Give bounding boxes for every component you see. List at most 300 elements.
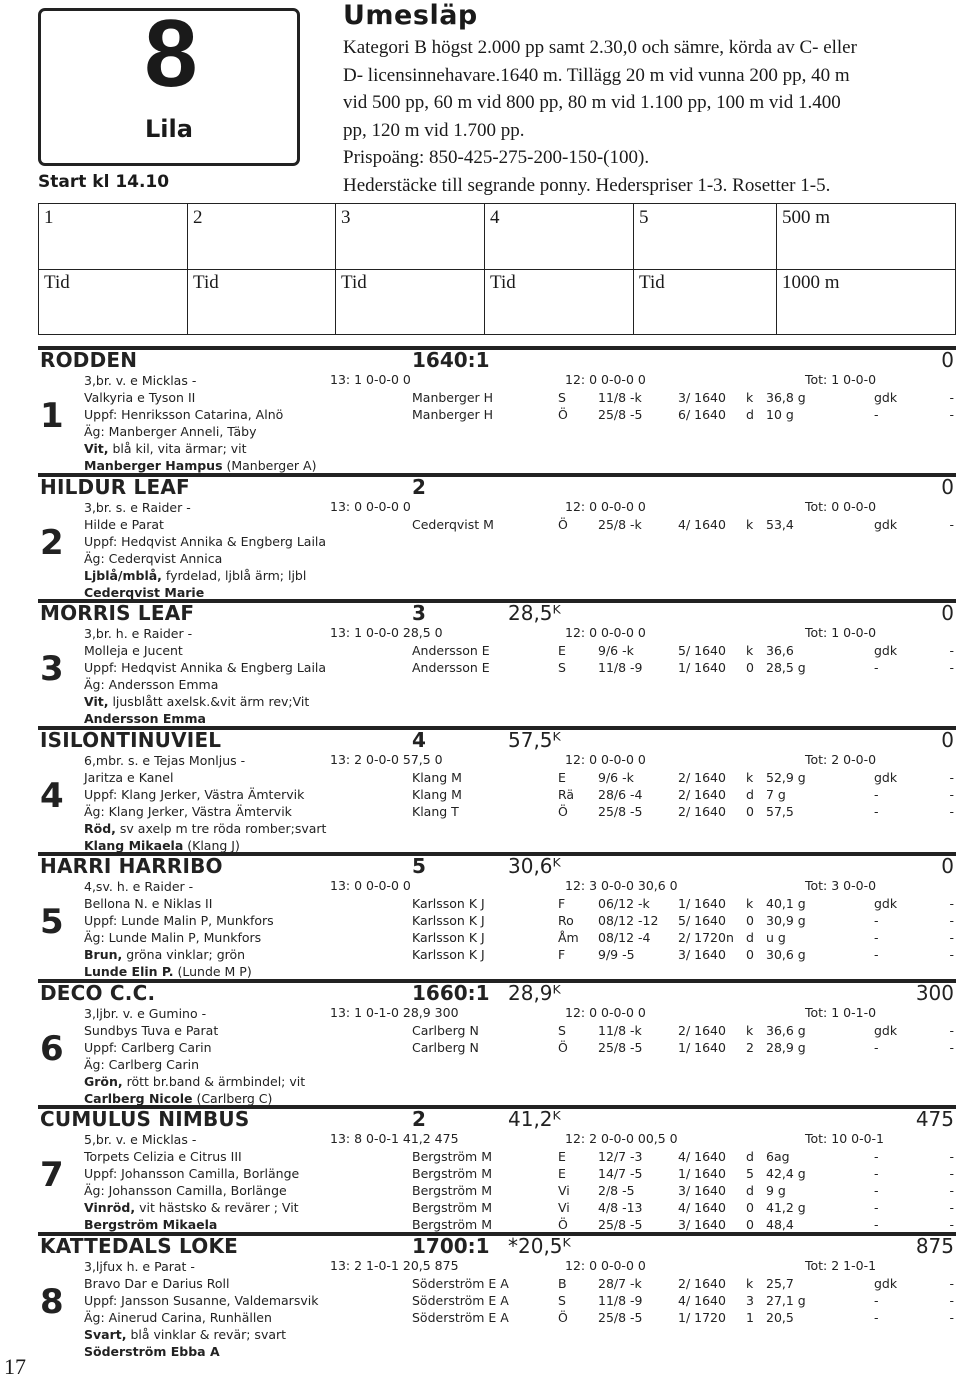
race-placing: 4/ 1640: [678, 1149, 726, 1164]
program-number: 8: [40, 1281, 64, 1322]
race-placing: 4/ 1640: [678, 1292, 726, 1308]
program-number: 7: [40, 1155, 64, 1195]
race-odds: -: [949, 896, 954, 911]
race-placing: 5/ 1640: [678, 913, 726, 928]
race-odds: -: [949, 947, 954, 962]
race-track: S: [558, 390, 566, 405]
race-condition: -: [874, 1217, 879, 1232]
program-number: 3: [40, 649, 64, 689]
race-placing: 2/ 1640: [678, 769, 726, 785]
race-time: 27,1 g: [766, 1292, 806, 1308]
race-history-row: [412, 1199, 956, 1216]
race-condition: -: [874, 1166, 879, 1181]
condition-line: vid 500 pp, 60 m vid 800 pp, 80 m vid 1.100 pp, 100 m vid 1.400: [343, 92, 841, 113]
race-track: S: [558, 660, 566, 675]
colors-bold: Vit,: [84, 694, 109, 709]
race-history-row: [412, 1039, 956, 1056]
horse-entry: [38, 1230, 956, 1359]
race-track: Ro: [558, 913, 574, 928]
race-placing: 4/ 1640: [678, 1200, 726, 1215]
race-time: 6ag: [766, 1149, 790, 1164]
race-placing: 2/ 1640: [678, 803, 726, 819]
trainer-note: (Manberger A): [222, 458, 317, 473]
stats-total: Tot: 2 1-0-1: [805, 1257, 877, 1273]
info-line: 3,br. v. e Micklas -: [84, 373, 197, 388]
race-driver: Karlsson K J: [412, 896, 485, 911]
colors-rest: blå kil, vita ärmar; vit: [108, 441, 247, 456]
race-placing: 5/ 1640: [678, 643, 726, 658]
race-time: 7 g: [766, 786, 786, 802]
stats-2012: 12: 2 0-0-0 00,5 0: [565, 1131, 678, 1146]
colors-bold: Vinröd,: [84, 1200, 136, 1215]
race-history-row: [412, 642, 956, 659]
race-track: E: [558, 1149, 566, 1164]
race-date: 25/8 -5: [598, 1309, 643, 1325]
race-placing: 3/ 1640: [678, 947, 726, 962]
race-condition: -: [874, 947, 879, 962]
race-date: 4/8 -13: [598, 1200, 643, 1215]
race-condition: -: [874, 407, 879, 422]
race-condition: gdk: [874, 516, 898, 532]
race-track: Ö: [558, 1309, 568, 1325]
race-history: [412, 1148, 956, 1233]
race-condition: -: [874, 1292, 879, 1308]
info-line: Äg: Klang Jerker, Västra Ämtervik: [84, 803, 292, 819]
race-placing: 3/ 1640: [678, 390, 726, 405]
race-time: 53,4: [766, 516, 794, 532]
stats-2012: 12: 0 0-0-0 0: [565, 498, 646, 514]
race-time: 40,1 g: [766, 896, 806, 911]
horse-name: MORRIS LEAF: [40, 601, 195, 625]
race-date: 28/7 -k: [598, 1275, 642, 1291]
time-cell[interactable]: Tid: [44, 272, 70, 293]
race-shoe: d: [746, 407, 754, 422]
race-driver: Karlsson K J: [412, 913, 485, 928]
info-line: 4,sv. h. e Raider -: [84, 879, 194, 894]
race-condition: gdk: [874, 896, 898, 911]
driver-name: Manberger Hampus: [84, 458, 223, 473]
stats-total: Tot: 2 0-0-0: [805, 751, 877, 767]
info-line: 5,br. v. e Micklas -: [84, 1132, 197, 1147]
race-odds: -: [949, 1200, 954, 1215]
horse-info: [84, 1258, 404, 1360]
race-date: 2/8 -5: [598, 1183, 635, 1198]
colors-bold: Svart,: [84, 1326, 127, 1342]
race-shoe: d: [746, 1183, 754, 1198]
race-time: 42,4 g: [766, 1166, 806, 1181]
race-shoe: 2: [746, 1039, 754, 1055]
race-driver: Andersson E: [412, 643, 490, 658]
horse-name: HARRI HARRIBO: [40, 854, 223, 878]
start-position: 1640:1: [412, 348, 490, 372]
info-line: Äg: Ainerud Carina, Runhällen: [84, 1309, 272, 1325]
stats-2013: 13: 2 0-0-0 57,5 0: [330, 751, 443, 767]
race-history-row: [412, 786, 956, 803]
race-driver: Karlsson K J: [412, 930, 485, 945]
placing-cell[interactable]: 4: [484, 204, 633, 269]
info-line: 3,ljbr. v. e Gumino -: [84, 1005, 207, 1021]
info-line: Bravo Dar e Darius Roll: [84, 1275, 230, 1291]
trainer-note: (Carlberg C): [192, 1090, 273, 1106]
race-driver: Karlsson K J: [412, 947, 485, 962]
race-placing: 2/ 1720n: [678, 930, 734, 945]
program-number: 4: [40, 775, 64, 816]
entry-divider: [38, 979, 956, 983]
condition-line: Hederstäcke till segrande ponny. Hederspriser 1-3. Rosetter 1-5.: [343, 174, 831, 196]
info-line: Uppf: Klang Jerker, Västra Ämtervik: [84, 786, 305, 802]
race-history-row: [412, 1309, 956, 1326]
race-shoe: k: [746, 896, 754, 911]
race-driver: Bergström M: [412, 1183, 492, 1198]
colors-line: [84, 1199, 404, 1216]
race-history: [412, 1275, 956, 1326]
colors-bold: Grön,: [84, 1073, 123, 1089]
race-odds: -: [949, 390, 954, 405]
horse-info: [84, 1005, 404, 1107]
race-shoe: k: [746, 1022, 754, 1038]
race-shoe: d: [746, 786, 754, 802]
race-condition: -: [874, 1183, 879, 1198]
race-time: 28,9 g: [766, 1039, 806, 1055]
horse-name: DECO C.C.: [40, 980, 156, 1005]
info-line: Sundbys Tuva e Parat: [84, 1022, 219, 1038]
colors-rest: blå vinklar & revär; svart: [126, 1326, 287, 1342]
race-time: 52,9 g: [766, 769, 806, 785]
race-condition: -: [874, 1309, 879, 1325]
race-time: 28,5 g: [766, 660, 806, 675]
horse-info: [84, 499, 404, 601]
split-cell[interactable]: 500 m: [776, 204, 955, 269]
race-date: 25/8 -5: [598, 1039, 643, 1055]
race-placing: 4/ 1640: [678, 516, 726, 532]
race-track: E: [558, 643, 566, 658]
stats-2012: 12: 0 0-0-0 0: [565, 751, 646, 767]
race-track: Ö: [558, 407, 568, 422]
race-condition: gdk: [874, 1022, 898, 1038]
split-cell[interactable]: 1000 m: [776, 269, 955, 334]
info-line: Uppf: Jansson Susanne, Valdemarsvik: [84, 1292, 319, 1308]
race-history-row: [412, 659, 956, 676]
horse-odds: 30,6ᴷ: [508, 854, 561, 878]
race-placing: 6/ 1640: [678, 407, 726, 422]
race-odds: -: [949, 786, 954, 802]
condition-line: Prispoäng: 850-425-275-200-150-(100).: [343, 147, 650, 168]
stats-2012: 12: 0 0-0-0 0: [565, 625, 646, 640]
race-condition: gdk: [874, 1275, 898, 1291]
race-shoe: d: [746, 930, 754, 945]
horse-entry: [38, 1103, 956, 1232]
race-date: 9/9 -5: [598, 947, 635, 962]
horse-entry: [38, 344, 956, 473]
horse-name: HILDUR LEAF: [40, 474, 190, 499]
horse-info: [84, 372, 404, 474]
driver-name: Lunde Elin P.: [84, 964, 174, 979]
driver-line: [84, 1343, 404, 1360]
race-date: 11/8 -k: [598, 390, 642, 405]
stats-2013: 13: 1 0-1-0 28,9 300: [330, 1004, 459, 1020]
race-odds: -: [949, 930, 954, 945]
horse-prize: 0: [941, 854, 954, 878]
race-odds: -: [949, 1275, 954, 1291]
placings-row: [39, 204, 955, 270]
race-track: F: [558, 947, 566, 962]
race-track: S: [558, 1022, 566, 1038]
start-time: Start kl 14.10: [38, 172, 170, 192]
race-track: Ö: [558, 516, 568, 532]
race-odds: -: [949, 516, 954, 532]
race-odds: -: [949, 1183, 954, 1198]
time-cell[interactable]: Tid: [633, 269, 776, 334]
race-date: 06/12 -k: [598, 896, 650, 911]
start-position: 3: [412, 601, 426, 625]
stats-2013: 13: 0 0-0-0 0: [330, 878, 411, 893]
race-track: Rä: [558, 786, 575, 802]
info-line: Uppf: Lunde Malin P, Munkfors: [84, 913, 274, 928]
placing-cell[interactable]: 5: [633, 204, 776, 269]
race-shoe: 0: [746, 803, 754, 819]
race-condition: -: [874, 930, 879, 945]
race-time: 9 g: [766, 1183, 786, 1198]
race-track: E: [558, 1166, 566, 1181]
race-placing: 2/ 1640: [678, 1022, 726, 1038]
race-number-box: [38, 0, 300, 166]
driver-name: Klang Mikaela: [84, 837, 184, 853]
race-history-row: [412, 406, 956, 423]
race-placing: 3/ 1640: [678, 1217, 726, 1232]
race-placing: 1/ 1640: [678, 1039, 726, 1055]
info-line: 3,br. h. e Raider -: [84, 626, 193, 641]
race-shoe: k: [746, 643, 754, 658]
race-date: 9/6 -k: [598, 769, 634, 785]
race-history-row: [412, 769, 956, 786]
program-number: 2: [40, 522, 64, 563]
race-shoe: 0: [746, 913, 754, 928]
race-history-row: [412, 912, 956, 929]
race-shoe: 1: [746, 1309, 754, 1325]
race-date: 25/8 -5: [598, 803, 643, 819]
race-driver: Söderström E A: [412, 1275, 509, 1291]
horse-prize: 0: [941, 601, 954, 625]
times-row: [39, 269, 955, 334]
stats-2012: 12: 3 0-0-0 30,6 0: [565, 878, 678, 893]
horse-name: ISILONTINUVIEL: [40, 727, 222, 752]
horse-name: RODDEN: [40, 348, 138, 372]
info-line: Bellona N. e Niklas II: [84, 896, 213, 911]
info-line: Valkyria e Tyson II: [84, 390, 196, 405]
condition-line: Kategori B högst 2.000 pp samt 2.30,0 och sämre, körda av C- eller: [343, 37, 857, 58]
colors-line: [84, 946, 404, 963]
condition-line: D- licensinnehavare.1640 m. Tillägg 20 m vid vunna 200 pp, 40 m: [343, 64, 850, 86]
race-odds: -: [949, 407, 954, 422]
colors-rest: rött br.band & ärmbindel; vit: [122, 1073, 306, 1089]
time-cell[interactable]: Tid: [484, 269, 633, 334]
race-history-row: [412, 1292, 956, 1309]
horse-odds: 41,2ᴷ: [508, 1107, 561, 1131]
race-history-row: [412, 929, 956, 946]
info-line: Äg: Lunde Malin P, Munkfors: [84, 930, 262, 945]
race-track: Ö: [558, 803, 568, 819]
entry-divider: [38, 346, 956, 350]
program-number: 1: [40, 396, 64, 436]
stats-2012: 12: 0 0-0-0 0: [565, 1004, 646, 1020]
info-line: Uppf: Johansson Camilla, Borlänge: [84, 1166, 300, 1181]
placing-cell[interactable]: 2: [187, 204, 335, 269]
horse-odds: 57,5ᴷ: [508, 727, 561, 752]
race-track: Ö: [558, 1039, 568, 1055]
race-odds: -: [949, 660, 954, 675]
race-odds: -: [949, 1166, 954, 1181]
horse-prize: 875: [915, 1233, 954, 1258]
race-driver: Bergström M: [412, 1200, 492, 1215]
race-odds: -: [949, 803, 954, 819]
race-shoe: k: [746, 390, 754, 405]
race-time: 25,7: [766, 1275, 794, 1291]
info-line: Jaritza e Kanel: [84, 769, 174, 785]
race-condition: gdk: [874, 390, 898, 405]
race-date: 9/6 -k: [598, 643, 634, 658]
colors-rest: sv axelp m tre röda romber;svart: [115, 820, 327, 836]
race-history: [412, 389, 956, 423]
race-track: Vi: [558, 1183, 570, 1198]
colors-line: [84, 1073, 404, 1090]
race-shoe: 0: [746, 947, 754, 962]
race-date: 28/6 -4: [598, 786, 643, 802]
race-odds: -: [949, 769, 954, 785]
horse-entry: [38, 471, 956, 600]
race-title: Umesläp: [343, 0, 478, 31]
colors-line: [84, 440, 404, 457]
info-line: Äg: Andersson Emma: [84, 677, 219, 692]
race-time: 41,2 g: [766, 1200, 806, 1215]
colors-rest: gröna vinklar; grön: [122, 947, 246, 962]
race-shoe: d: [746, 1149, 754, 1164]
stats-total: Tot: 1 0-1-0: [805, 1004, 877, 1020]
race-track: E: [558, 769, 566, 785]
stats-2013: 13: 8 0-0-1 41,2 475: [330, 1131, 459, 1146]
stats-total: Tot: 10 0-0-1: [805, 1131, 885, 1146]
race-track: Ö: [558, 1217, 568, 1232]
driver-name: Söderström Ebba A: [84, 1343, 220, 1359]
trainer-note: (Klang J): [183, 837, 240, 853]
horse-info: [84, 1131, 404, 1233]
race-odds: -: [949, 643, 954, 658]
race-track: B: [558, 1275, 567, 1291]
condition-line: pp, 120 m vid 1.700 pp.: [343, 119, 525, 141]
race-placing: 1/ 1640: [678, 660, 726, 675]
race-placing: 2/ 1640: [678, 1275, 726, 1291]
race-condition: -: [874, 1149, 879, 1164]
race-driver: Cederqvist M: [412, 516, 494, 532]
race-time: 57,5: [766, 803, 794, 819]
start-position: 2: [412, 474, 426, 499]
race-date: 08/12 -12: [598, 913, 659, 928]
race-condition: gdk: [874, 643, 898, 658]
race-date: 12/7 -3: [598, 1149, 643, 1164]
race-history-row: [412, 1275, 956, 1292]
info-line: Äg: Carlberg Carin: [84, 1056, 200, 1072]
driver-name: Cederqvist Marie: [84, 584, 205, 600]
time-cell[interactable]: Tid: [187, 269, 335, 334]
colors-line: [84, 567, 404, 584]
start-position: 5: [412, 854, 426, 878]
race-date: 25/8 -k: [598, 516, 642, 532]
stats-total: Tot: 1 0-0-0: [805, 625, 877, 640]
race-driver: Klang M: [412, 769, 462, 785]
race-placing: 1/ 1640: [678, 896, 726, 911]
horse-prize: 300: [915, 980, 954, 1005]
placing-cell[interactable]: 1: [44, 207, 54, 228]
info-line: 6,mbr. s. e Tejas Monljus -: [84, 752, 246, 768]
race-odds: -: [949, 1149, 954, 1164]
race-conditions: [343, 34, 958, 199]
horse-prize: 475: [915, 1107, 954, 1131]
colors-line: [84, 693, 404, 710]
placing-cell[interactable]: 3: [335, 204, 484, 269]
race-date: 25/8 -5: [598, 1217, 643, 1232]
race-date: 14/7 -5: [598, 1166, 643, 1181]
info-line: 3,br. s. e Raider -: [84, 499, 191, 515]
race-driver: Andersson E: [412, 660, 490, 675]
race-driver: Manberger H: [412, 407, 494, 422]
stats-2012: 12: 0 0-0-0 0: [565, 372, 646, 387]
start-position: 1700:1: [412, 1233, 490, 1258]
info-line: Torpets Celizia e Citrus III: [84, 1149, 242, 1164]
colors-bold: Ljblå/mblå,: [84, 567, 162, 583]
program-number: 5: [40, 902, 64, 942]
colors-rest: ljusblått axelsk.&vit ärm rev;Vit: [108, 694, 310, 709]
race-track: F: [558, 896, 566, 911]
colors-rest: vit hästsko & revärer ; Vit: [135, 1200, 299, 1215]
race-time: 36,6: [766, 643, 794, 658]
race-history: [412, 642, 956, 676]
race-odds: -: [949, 1292, 954, 1308]
race-placing: 3/ 1640: [678, 1183, 726, 1198]
driver-name: Carlberg Nicole: [84, 1090, 193, 1106]
program-number: 6: [40, 1028, 64, 1069]
race-history-row: [412, 1165, 956, 1182]
race-history-row: [412, 516, 956, 533]
race-time: u g: [766, 930, 786, 945]
race-history: [412, 516, 956, 533]
race-time: 48,4: [766, 1217, 794, 1232]
horse-prize: 0: [941, 348, 954, 372]
race-history: [412, 769, 956, 820]
race-history-row: [412, 895, 956, 912]
info-line: Äg: Manberger Anneli, Täby: [84, 424, 257, 439]
stats-total: Tot: 3 0-0-0: [805, 878, 877, 893]
race-shoe: k: [746, 1275, 754, 1291]
horse-entry: [38, 597, 956, 726]
race-shoe: 0: [746, 660, 754, 675]
info-line: Molleja e Jucent: [84, 643, 183, 658]
race-history-row: [412, 1182, 956, 1199]
race-history-row: [412, 946, 956, 963]
race-odds: -: [949, 1022, 954, 1038]
page-number: 17: [4, 1354, 26, 1379]
info-line: Uppf: Carlberg Carin: [84, 1039, 212, 1055]
race-driver: Bergström M: [412, 1166, 492, 1181]
race-history-row: [412, 1148, 956, 1165]
time-cell[interactable]: Tid: [335, 269, 484, 334]
race-history-row: [412, 1022, 956, 1039]
horse-info: [84, 625, 404, 727]
race-driver: Söderström E A: [412, 1309, 509, 1325]
colors-bold: Röd,: [84, 820, 116, 836]
race-placing: 1/ 1720: [678, 1309, 726, 1325]
race-shoe: 0: [746, 1217, 754, 1232]
horse-entry: [38, 977, 956, 1106]
horse-name: CUMULUS NIMBUS: [40, 1107, 250, 1131]
